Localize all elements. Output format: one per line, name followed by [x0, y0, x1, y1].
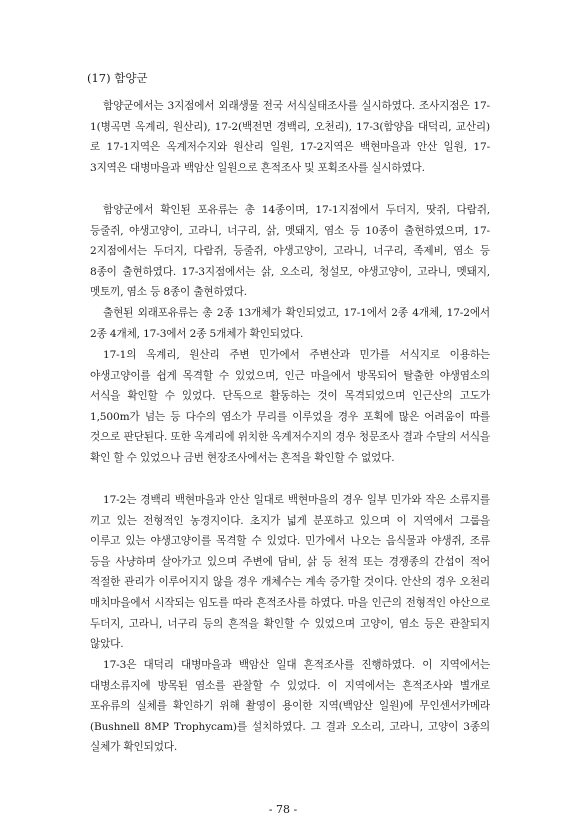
page-number: - 78 -: [268, 803, 298, 816]
paragraph-survey-overview: 함양군에서는 3지점에서 외래생물 전국 서식실태조사를 실시하였다. 조사지점은 17-1(병곡면 옥계리, 원산리), 17-2(백전면 경백리, 오천리), 17-3(함양읍 대덕리, 교산리)로 17-1지역은 옥계저수지와 원산리 일원, 17-2지역은 백현마을과 안산 일원, 17-3지역은 대병마을과 백암산 일원으로 흔적조사 및 포획조사를 실시하였다.: [90, 100, 490, 174]
paragraph-site-17-1: 17-1의 옥계리, 원산리 주변 민가에서 주변산과 민가를 서식지로 이용하는 야생고양이를 쉽게 목격할 수 있었으며, 인근 마을에서 방목되어 탈출한 야생염소의 서식을 확인할 수 있었다. 단독으로 활동하는 것이 목격되었으며 인근산의 고도가 1,500m가 넘는 등 다수의 염소가 무리를 이루었을 경우 포획에 많은 어려움이 따를 것으로 판단된다. 또한 옥계리에 위치한 옥계저수지의 경우 청문조사 결과 수달의 서식을 확인 할 수 있었으나 금번 현장조사에서는 흔적을 확인할 수 없었다.: [90, 349, 490, 464]
paragraph-alien-mammals: 출현된 외래포유류는 총 2종 13개체가 확인되었고, 17-1에서 2종 4개체, 17-2에서 2종 4개체, 17-3에서 2종 5개체가 확인되었다.: [90, 307, 490, 340]
paragraph-site-17-3: 17-3은 대덕리 대병마을과 백암산 일대 흔적조사를 진행하였다. 이 지역에서는 대병소류지에 방목된 염소를 관찰할 수 있었다. 이 지역에서는 흔적조사와 별개로 포유류의 실체를 확인하기 위해 촬영이 용이한 지역(백암산 일원)에 무인센서카메라(Bushnell 8MP Trophycam)를 설치하였다. 그 결과 오소리, 고라니, 고양이 3종의 실체가 확인되었다.: [90, 659, 490, 754]
paragraph-site-17-2: 17-2는 경백리 백현마을과 안산 일대로 백현마을의 경우 일부 민가와 작은 소류지를 끼고 있는 전형적인 농경지이다. 초지가 넓게 분포하고 있으며 이 지역에서 그룹을 이루고 있는 야생고양이를 목격할 수 있었다. 민가에서 나오는 음식물과 야생쥐, 조류 등을 사냥하며 살아가고 있으며 주변에 담비, 삵 등 천적 또는 경쟁종의 간섭이 적어 적절한 관리가 이루어지지 않을 경우 개체수는 계속 증가할 것이다. 안산의 경우 오천리 매치마을에서 시작되는 임도를 따라 흔적조사를 하였다. 마을 인근의 전형적인 야산으로 두더지, 고라니, 너구리 등의 흔적을 확인할 수 있었으며 고양이, 염소 등은 관찰되지 않았다.: [90, 494, 490, 651]
paragraph-mammal-species: 함양군에서 확인된 포유류는 총 14종이며, 17-1지점에서 두더지, 땃쥐, 다람쥐, 등줄쥐, 야생고양이, 고라니, 너구리, 삵, 멧돼지, 염소 등 10종이 출현하였으며, 17-2지점에서는 두더지, 다람쥐, 등줄쥐, 야생고양이, 고라니, 너구리, 족제비, 염소 등 8종이 출현하였다. 17-3지점에서는 삵, 오소리, 청설모, 야생고양이, 고라니, 멧돼지, 멧토끼, 염소 등 8종이 출현하였다.: [90, 204, 490, 299]
section-heading: (17) 함양군: [87, 71, 148, 85]
